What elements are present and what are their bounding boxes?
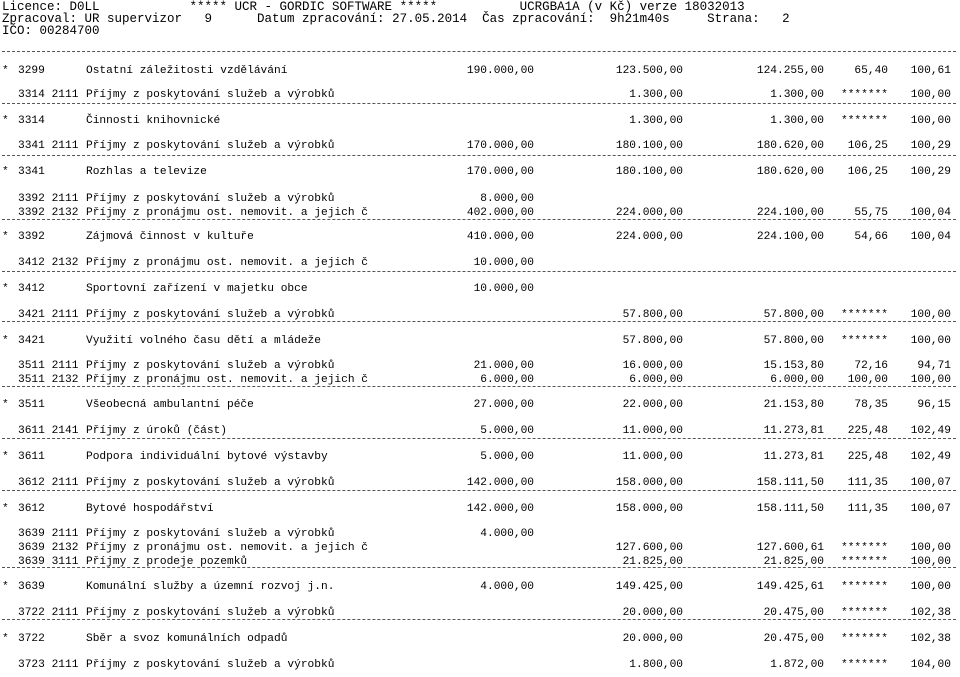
row-description: Příjmy z pronájmu ost. nemovit. a jejich č [86,374,368,386]
dashed-separator [2,155,956,156]
row-value-budget: 142.000,00 [466,503,534,515]
row-value-budget: 402.000,00 [466,207,534,219]
row-description: Příjmy z poskytování služeb a výrobků [86,607,335,619]
row-percent-2: 104,00 [910,659,951,671]
summary-star: * [2,231,9,243]
row-value-adjusted: 127.600,00 [615,542,683,554]
row-code: 3511 [18,399,45,411]
row-percent-1: 225,48 [847,425,888,437]
row-percent-1: ******* [841,542,888,554]
row-value-adjusted: 6.000,00 [629,374,683,386]
row-description: Činnosti knihovnické [86,115,221,127]
row-value-actual: 127.600,61 [756,542,824,554]
row-description: Sběr a svoz komunálních odpadů [86,633,288,645]
row-value-adjusted [560,256,683,270]
row-percent-2 [892,256,951,270]
row-percent-1: 78,35 [854,399,888,411]
row-value-actual: 11.273,81 [763,425,824,437]
row-value-adjusted: 20.000,00 [622,633,683,645]
row-value-actual: 180.620,00 [756,166,824,178]
header-ico-line: IČO: 00284700 [2,24,100,38]
row-value-adjusted: 180.100,00 [615,140,683,152]
row-description: Příjmy z poskytování služeb a výrobků [86,89,335,101]
row-percent-1: 65,40 [854,65,888,77]
dashed-separator [2,51,956,52]
row-value-budget [420,606,534,620]
row-value-adjusted: 1.300,00 [629,89,683,101]
row-value-actual: 6.000,00 [770,374,824,386]
row-description: Příjmy z poskytování služeb a výrobků [86,477,335,489]
row-percent-2: 100,00 [910,542,951,554]
row-value-adjusted: 11.000,00 [622,451,683,463]
header-licence-line: Licence: D0LL ***** UCR - GORDIC SOFTWARE ***** UCRGBA1A (v Kč) verze 18032013 [2,0,745,14]
row-value-actual: 11.273,81 [763,451,824,463]
row-value-budget: 21.000,00 [473,360,534,372]
row-value-actual: 1.300,00 [770,115,824,127]
row-value-actual: 224.100,00 [756,231,824,243]
row-value-adjusted [560,527,683,541]
row-description: Všeobecná ambulantní péče [86,399,254,411]
row-code: 3314 [18,115,45,127]
row-percent-2: 100,29 [910,140,951,152]
row-code: 3412 [18,283,45,295]
row-value-actual: 57.800,00 [763,309,824,321]
row-percent-1 [830,256,888,270]
row-code: 3723 2111 [18,659,79,671]
row-percent-2: 100,04 [910,231,951,243]
row-percent-1: 55,75 [854,207,888,219]
row-percent-2: 100,07 [910,503,951,515]
row-percent-2: 102,49 [910,425,951,437]
summary-star: * [2,335,9,347]
row-value-budget: 170.000,00 [466,140,534,152]
row-code: 3341 2111 [18,140,79,152]
row-description: Zájmová činnost v kultuře [86,231,254,243]
row-percent-1: ******* [841,581,888,593]
row-value-adjusted: 57.800,00 [622,309,683,321]
row-value-adjusted: 149.425,00 [615,581,683,593]
row-value-budget [420,555,534,569]
row-value-adjusted [560,192,683,206]
row-value-budget: 142.000,00 [466,477,534,489]
row-description: Komunální služby a územní rozvoj j.n. [86,581,335,593]
row-value-actual: 224.100,00 [756,207,824,219]
row-percent-1 [830,527,888,541]
row-value-adjusted: 224.000,00 [615,207,683,219]
row-code: 3421 2111 [18,309,79,321]
dashed-separator [2,103,956,104]
row-value-adjusted: 224.000,00 [615,231,683,243]
row-value-adjusted: 1.800,00 [629,659,683,671]
row-description: Příjmy z úroků (část) [86,425,227,437]
row-value-budget [420,658,534,672]
row-percent-1: ******* [841,607,888,619]
row-value-budget: 8.000,00 [480,193,534,205]
row-value-actual: 149.425,61 [756,581,824,593]
row-description: Podpora individuální bytové výstavby [86,451,328,463]
row-value-actual [700,192,824,206]
row-percent-2: 100,00 [910,556,951,568]
row-code: 3639 2132 [18,542,79,554]
row-code: 3511 2111 [18,360,79,372]
row-percent-1: ******* [841,309,888,321]
row-code: 3639 3111 [18,556,79,568]
row-value-budget: 410.000,00 [466,231,534,243]
row-code: 3722 2111 [18,607,79,619]
row-percent-1: 225,48 [847,451,888,463]
row-description: Příjmy z poskytování služeb a výrobků [86,528,335,540]
row-value-actual: 21.153,80 [763,399,824,411]
row-description: Příjmy z poskytování služeb a výrobků [86,659,335,671]
row-description: Příjmy z poskytování služeb a výrobků [86,193,335,205]
summary-star: * [2,581,9,593]
row-value-budget: 27.000,00 [473,399,534,411]
row-value-adjusted: 123.500,00 [615,65,683,77]
row-percent-2 [892,527,951,541]
row-value-adjusted: 158.000,00 [615,503,683,515]
row-code: 3639 2111 [18,528,79,540]
row-percent-2: 100,00 [910,309,951,321]
summary-star: * [2,451,9,463]
row-value-budget: 4.000,00 [480,528,534,540]
row-percent-2: 102,49 [910,451,951,463]
row-value-budget: 5.000,00 [480,425,534,437]
row-code: 3299 [18,65,45,77]
row-percent-1: ******* [841,659,888,671]
row-description: Ostatní záležitosti vzdělávání [86,65,288,77]
row-value-adjusted: 158.000,00 [615,477,683,489]
row-percent-2: 100,04 [910,207,951,219]
row-code: 3392 2132 [18,207,79,219]
row-code: 3421 [18,335,45,347]
row-value-budget: 5.000,00 [480,451,534,463]
row-percent-1 [830,282,888,296]
row-description: Příjmy z prodeje pozemků [86,556,248,568]
row-value-actual [700,282,824,296]
row-value-actual: 180.620,00 [756,140,824,152]
row-value-adjusted: 1.300,00 [629,115,683,127]
row-code: 3412 2132 [18,257,79,269]
row-value-actual: 57.800,00 [763,335,824,347]
row-code: 3314 2111 [18,89,79,101]
row-percent-2: 94,71 [917,360,951,372]
row-value-actual [700,527,824,541]
row-value-adjusted: 11.000,00 [622,425,683,437]
row-value-budget [420,334,534,348]
row-value-actual: 1.300,00 [770,89,824,101]
row-percent-1: 111,35 [847,503,888,515]
dashed-separator [2,271,956,272]
row-percent-2: 102,38 [910,607,951,619]
row-percent-2: 100,00 [910,581,951,593]
row-code: 3612 [18,503,45,515]
row-percent-1: ******* [841,115,888,127]
row-value-actual: 20.475,00 [763,607,824,619]
row-percent-1: 54,66 [854,231,888,243]
row-value-budget [420,308,534,322]
row-percent-1: ******* [841,335,888,347]
row-value-actual: 124.255,00 [756,65,824,77]
row-percent-1: ******* [841,633,888,645]
row-value-actual: 15.153,80 [763,360,824,372]
row-percent-1: 111,35 [847,477,888,489]
row-description: Sportovní zařízení v majetku obce [86,283,308,295]
row-percent-2: 100,00 [910,335,951,347]
row-description: Příjmy z pronájmu ost. nemovit. a jejich č [86,542,368,554]
summary-star: * [2,503,9,515]
row-percent-1: 106,25 [847,140,888,152]
row-value-adjusted: 20.000,00 [622,607,683,619]
row-value-budget [420,541,534,555]
row-value-budget: 4.000,00 [480,581,534,593]
row-value-actual: 1.872,00 [770,659,824,671]
row-value-budget: 10.000,00 [473,257,534,269]
row-code: 3611 2141 [18,425,79,437]
row-value-budget: 10.000,00 [473,283,534,295]
row-percent-2: 100,00 [910,115,951,127]
row-percent-1: ******* [841,556,888,568]
row-percent-2 [892,192,951,206]
summary-star: * [2,399,9,411]
row-value-budget: 170.000,00 [466,166,534,178]
row-description: Využití volného času dětí a mládeže [86,335,321,347]
row-value-budget: 6.000,00 [480,374,534,386]
row-percent-2 [892,282,951,296]
row-value-adjusted: 57.800,00 [622,335,683,347]
row-value-adjusted: 22.000,00 [622,399,683,411]
row-description: Bytové hospodářství [86,503,214,515]
dashed-separator [2,490,956,491]
row-percent-1: 100,00 [847,374,888,386]
row-percent-1: 106,25 [847,166,888,178]
row-value-budget: 190.000,00 [466,65,534,77]
row-code: 3722 [18,633,45,645]
row-code: 3611 [18,451,45,463]
header-processing-line: Zpracoval: UR supervizor 9 Datum zpracování: 27.05.2014 Čas zpracování: 9h21m40s Strana: 2 [2,12,790,26]
row-value-adjusted: 180.100,00 [615,166,683,178]
row-percent-2: 100,29 [910,166,951,178]
row-value-adjusted [560,282,683,296]
row-percent-2: 100,00 [910,374,951,386]
row-value-budget [420,632,534,646]
summary-star: * [2,65,9,77]
row-value-actual: 21.825,00 [763,556,824,568]
row-value-budget [420,114,534,128]
row-code: 3612 2111 [18,477,79,489]
summary-star: * [2,166,9,178]
row-value-actual: 158.111,50 [756,503,824,515]
row-description: Příjmy z poskytování služeb a výrobků [86,309,335,321]
row-description: Příjmy z pronájmu ost. nemovit. a jejich č [86,207,368,219]
row-percent-2: 100,61 [910,65,951,77]
row-value-adjusted: 21.825,00 [622,556,683,568]
row-percent-1: 72,16 [854,360,888,372]
row-percent-2: 102,38 [910,633,951,645]
row-percent-2: 100,00 [910,89,951,101]
dashed-separator [2,438,956,439]
row-code: 3392 2111 [18,193,79,205]
row-percent-2: 100,07 [910,477,951,489]
row-code: 3639 [18,581,45,593]
row-value-actual: 20.475,00 [763,633,824,645]
row-percent-2: 96,15 [917,399,951,411]
row-value-actual [700,256,824,270]
row-code: 3341 [18,166,45,178]
row-description: Rozhlas a televize [86,166,207,178]
row-description: Příjmy z poskytování služeb a výrobků [86,140,335,152]
summary-star: * [2,283,9,295]
row-description: Příjmy z pronájmu ost. nemovit. a jejich č [86,257,368,269]
row-code: 3392 [18,231,45,243]
row-percent-1: ******* [841,89,888,101]
row-code: 3511 2132 [18,374,79,386]
row-value-actual: 158.111,50 [756,477,824,489]
row-description: Příjmy z poskytování služeb a výrobků [86,360,335,372]
row-value-budget [420,88,534,102]
row-percent-1 [830,192,888,206]
row-value-adjusted: 16.000,00 [622,360,683,372]
summary-star: * [2,633,9,645]
summary-star: * [2,115,9,127]
